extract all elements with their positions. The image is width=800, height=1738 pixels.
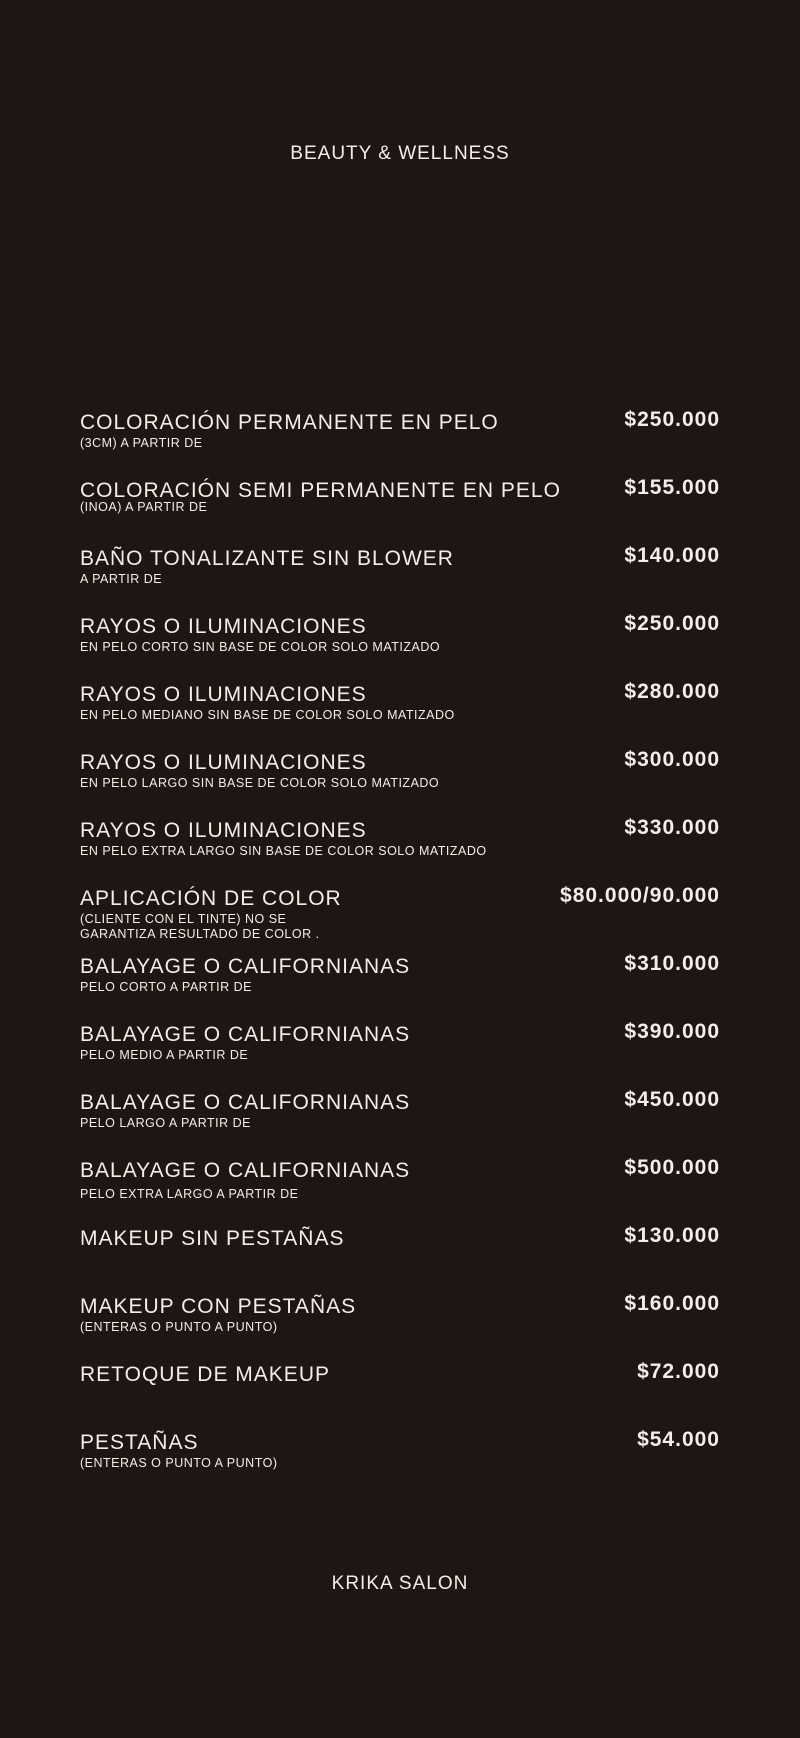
service-detail: EN PELO EXTRA LARGO SIN BASE DE COLOR SOLO MATIZADO: [80, 844, 487, 858]
service-name: BALAYAGE O CALIFORNIANAS: [80, 1023, 411, 1046]
service-item: [80, 614, 720, 682]
service-name: MAKEUP CON PESTAÑAS: [80, 1295, 357, 1318]
service-price: $450.000: [624, 1088, 720, 1111]
service-item: [80, 1430, 720, 1498]
service-item: [80, 546, 720, 614]
service-detail: PELO MEDIO A PARTIR DE: [80, 1048, 249, 1062]
service-price: $390.000: [624, 1020, 720, 1043]
service-item: [80, 682, 720, 750]
service-name: BAÑO TONALIZANTE SIN BLOWER: [80, 547, 454, 570]
service-price: $130.000: [624, 1224, 720, 1247]
service-detail: (3CM) A PARTIR DE: [80, 436, 203, 450]
service-name: BALAYAGE O CALIFORNIANAS: [80, 1159, 411, 1182]
service-price: $155.000: [624, 476, 720, 499]
service-detail: PELO LARGO A PARTIR DE: [80, 1116, 252, 1130]
service-item: [80, 1294, 720, 1362]
service-price: $80.000/90.000: [560, 884, 720, 907]
service-item: [80, 954, 720, 1022]
service-detail: (INOA) A PARTIR DE: [80, 500, 208, 514]
service-detail: (CLIENTE CON EL TINTE) NO SE GARANTIZA RESULTADO DE COLOR .: [80, 912, 320, 941]
service-item: [80, 886, 720, 954]
service-name: APLICACIÓN DE COLOR: [80, 887, 342, 910]
service-price: $280.000: [624, 680, 720, 703]
service-price: $500.000: [624, 1156, 720, 1179]
service-price: $72.000: [637, 1360, 720, 1383]
service-price: $54.000: [637, 1428, 720, 1451]
service-price: $330.000: [624, 816, 720, 839]
service-item: [80, 1362, 720, 1430]
service-name: MAKEUP SIN PESTAÑAS: [80, 1227, 345, 1250]
service-detail: PELO CORTO A PARTIR DE: [80, 980, 252, 994]
service-item: [80, 1158, 720, 1226]
service-item: [80, 1090, 720, 1158]
service-price: $140.000: [624, 544, 720, 567]
service-item: [80, 1022, 720, 1090]
service-detail: EN PELO LARGO SIN BASE DE COLOR SOLO MATIZADO: [80, 776, 440, 790]
service-item: [80, 410, 720, 478]
service-item: [80, 478, 720, 546]
service-name: RAYOS O ILUMINACIONES: [80, 615, 367, 638]
service-price: $250.000: [624, 612, 720, 635]
service-name: RETOQUE DE MAKEUP: [80, 1363, 330, 1386]
service-price: $300.000: [624, 748, 720, 771]
service-list: [80, 410, 720, 1498]
service-name: BALAYAGE O CALIFORNIANAS: [80, 955, 411, 978]
service-price: $160.000: [624, 1292, 720, 1315]
service-detail: EN PELO CORTO SIN BASE DE COLOR SOLO MATIZADO: [80, 640, 441, 654]
service-name: COLORACIÓN SEMI PERMANENTE EN PELO: [80, 479, 561, 502]
service-price: $250.000: [624, 408, 720, 431]
service-name: COLORACIÓN PERMANENTE EN PELO: [80, 411, 499, 434]
service-name: RAYOS O ILUMINACIONES: [80, 683, 367, 706]
service-detail: (ENTERAS O PUNTO A PUNTO): [80, 1320, 278, 1334]
service-item: [80, 1226, 720, 1294]
service-item: [80, 818, 720, 886]
service-price: $310.000: [624, 952, 720, 975]
service-name: RAYOS O ILUMINACIONES: [80, 819, 367, 842]
service-item: [80, 750, 720, 818]
service-detail: A PARTIR DE: [80, 572, 163, 586]
service-name: PESTAÑAS: [80, 1431, 199, 1454]
brand-name: KRIKA SALON: [331, 1573, 469, 1594]
page-title: BEAUTY & WELLNESS: [290, 143, 510, 164]
service-detail: PELO EXTRA LARGO A PARTIR DE: [80, 1187, 299, 1201]
service-name: BALAYAGE O CALIFORNIANAS: [80, 1091, 411, 1114]
service-detail: EN PELO MEDIANO SIN BASE DE COLOR SOLO MATIZADO: [80, 708, 455, 722]
service-detail: (ENTERAS O PUNTO A PUNTO): [80, 1456, 278, 1470]
service-name: RAYOS O ILUMINACIONES: [80, 751, 367, 774]
